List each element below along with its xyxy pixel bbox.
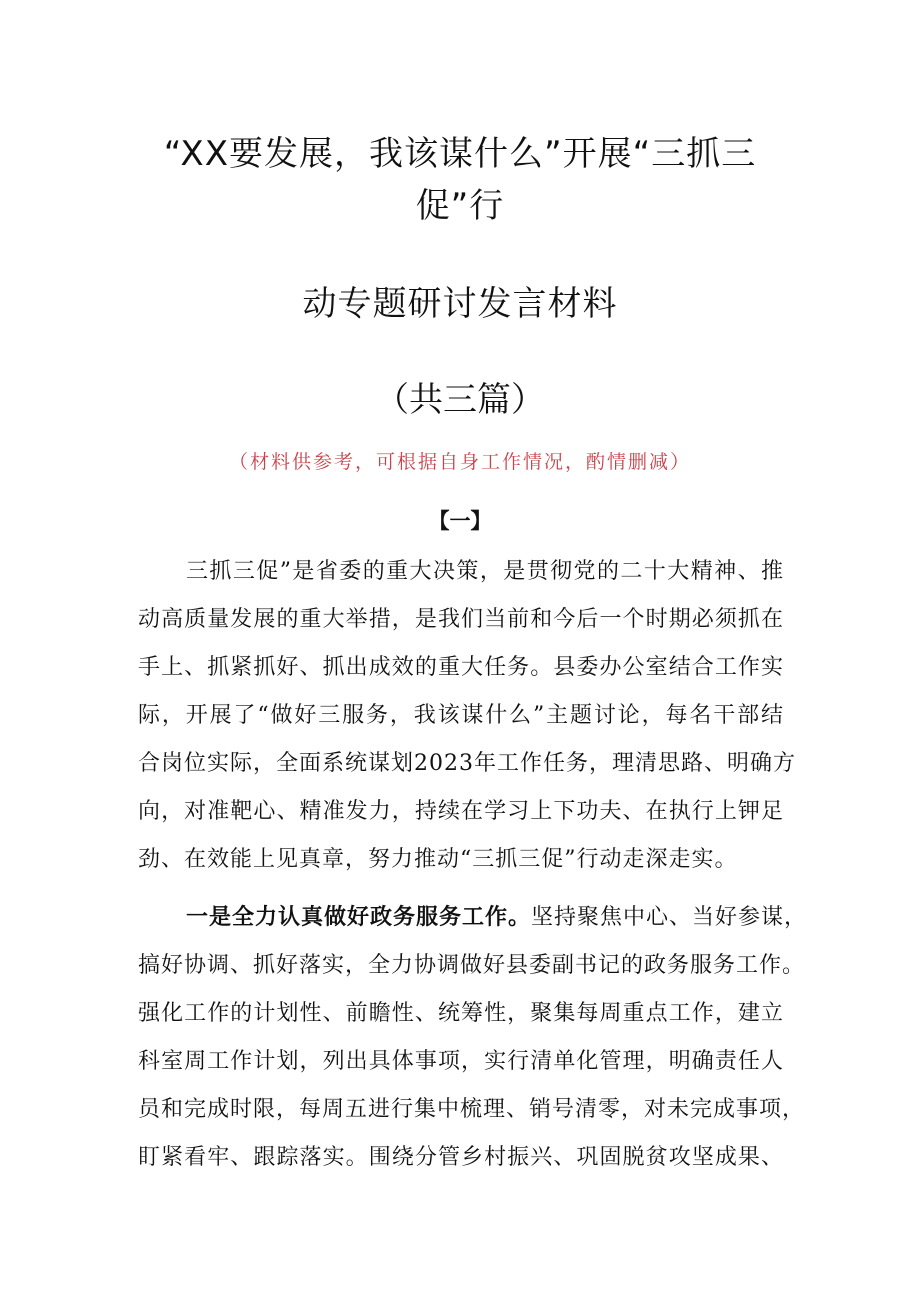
document-title-line-1: “XX要发展，我该谋什么”开展“三抓三: [163, 134, 757, 174]
paragraph-line: 向，对准靶心、精准发力，持续在学习上下功夫、在执行上钾足: [138, 799, 784, 824]
paragraph-line: 际，开展了“做好三服务，我该谋什么”主题讨论，每名干部结: [138, 703, 784, 728]
paragraph-line: 劲、在效能上见真章，努力推动“三抓三促”行动走深走实。: [138, 847, 738, 872]
paragraph-line: 三抓三促”是省委的重大决策，是贯彻党的二十大精神、推: [186, 559, 784, 584]
paragraph-line-rest: 坚持聚焦中心、当好参谋，: [531, 905, 808, 930]
paragraph-line: 强化工作的计划性、前瞻性、统筹性，聚集每周重点工作，建立: [138, 1001, 784, 1026]
paragraph-line: 合岗位实际，全面系统谋划2023年工作任务，理清思路、明确方: [138, 751, 796, 776]
paragraph-line: 动高质量发展的重大举措，是我们当前和今后一个时期必须抓在: [138, 607, 784, 632]
document-title-line-2: 促”行: [415, 186, 505, 226]
paragraph-line: 员和完成时限，每周五进行集中梳理、销号清零，对未完成事项，: [138, 1097, 806, 1122]
document-title-line-3: 动专题研讨发言材料: [302, 284, 618, 324]
paragraph-line: 手上、抓紧抓好、抓出成效的重大任务。县委办公室结合工作实: [138, 655, 784, 680]
paragraph-line: 盯紧看牢、跟踪落实。围绕分管乡村振兴、巩固脱贫攻坚成果、: [138, 1145, 784, 1170]
paragraph-line: [186, 902, 808, 934]
paragraph-line: 搞好协调、抓好落实，全力协调做好县委副书记的政务服务工作。: [138, 953, 806, 978]
article-count-label: （共三篇）: [375, 380, 545, 420]
reference-note: （材料供参考，可根据自身工作情况，酌情删减）: [228, 451, 691, 473]
paragraph-lead-heading: 一是全力认真做好政务服务工作。: [186, 905, 532, 930]
section-marker: 【一】: [428, 509, 492, 533]
paragraph-line: 科室周工作计划，列出具体事项，实行清单化管理，明确责任人: [138, 1049, 784, 1074]
